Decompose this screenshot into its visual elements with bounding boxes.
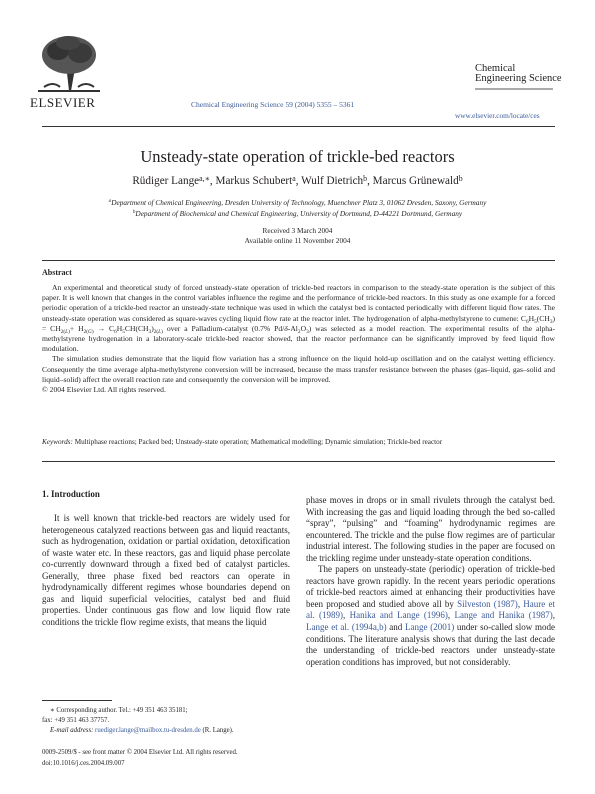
abstract-heading: Abstract: [42, 268, 72, 277]
affiliation-mark: b: [132, 209, 136, 215]
email-suffix: (R. Lange).: [200, 727, 234, 734]
footnote-corresponding: [50, 706, 188, 716]
author-mark: b: [458, 174, 463, 183]
author-mark: a: [292, 174, 296, 183]
author-mark: a,∗: [199, 174, 210, 183]
body-text: The papers on unsteady-state (periodic) operation of trickle-bed reactors have grown rapidly. In the recent years periodic operations of trickle-bed reactors aimed at enhancing their productivities have been proposed and studied above all by: [306, 564, 555, 609]
abstract-bottom-rule: [42, 461, 555, 462]
journal-logo-line2: Engineering Science: [475, 73, 562, 84]
footnote-rule: [42, 700, 112, 701]
body-paragraph: phase moves in drops or in small rivulets through the catalyst bed. With increasing the gas and liquid loading through the bed so-called “spray”, “pulsing” and “foaming” hydrodynamic regimes are encountered. The trickle and the pulse flow regimes are of particular industrial interest. The following studies in the paper are focused on the trickling regime under unsteady-state operation conditions.: [306, 495, 555, 563]
body-paragraph: It is well known that trickle-bed reactors are widely used for heterogeneous catalyzed reactions between gas and liquid reactants, such as hydrogenation, oxidation or partial oxidation, detoxification of waste water etc. In these reactors, gas and liquid phase percolate co-currently downward through a fixed bed of catalyst particles. Generally, three phase fixed bed reactors can operate in hydrodynamically different regimes whose boundaries depend on gas and liquid superficial velocities, catalyst bed and fluid properties. Under continuous gas flow and low liquid flow rate conditions the trickle flow regime exists, that means the liquid: [42, 513, 290, 627]
footnote-fax: fax: +49 351 463 37757.: [42, 717, 110, 724]
author-name: Wulf Dietrich: [301, 175, 364, 187]
keywords-line: [42, 438, 555, 446]
body-text: and: [386, 622, 406, 633]
abstract-text: over a Palladium-catalyst (0.7% Pd/: [162, 323, 285, 333]
body-text: ,: [552, 610, 556, 621]
body-text: under so-called slow mode conditions. The literature analysis shows that during the last decade the understanding of trickle-bed reactors under unsteady-state operation conditions has improved, but not considerably.: [306, 622, 556, 667]
citation-link[interactable]: Hanika and Lange (1996): [349, 610, 448, 621]
author-name: Markus Schubert: [215, 175, 293, 187]
citation-link[interactable]: Silveston (1987): [457, 598, 518, 609]
reaction-formula: $C_6H_5(CH_3) = CH_{2(L)}+ H_{2(G)} \to C_6H_5CH(CH_3)_{2(L)}$: [42, 313, 555, 335]
left-column: [42, 513, 290, 628]
footnote-mark: ∗: [50, 707, 55, 714]
abstract-body: [42, 283, 555, 395]
section-heading: 1. Introduction: [42, 489, 100, 499]
received-date: Received 3 March 2004: [262, 226, 333, 235]
author-separator: ,: [295, 175, 302, 187]
header-rule: [42, 126, 555, 127]
citation-link[interactable]: Lange et al. (1994a,b): [306, 622, 387, 633]
citation-link[interactable]: Lange and Hanika (1987): [454, 610, 553, 621]
right-column: [306, 495, 555, 668]
author-mark: b: [363, 174, 368, 183]
page-footer: [42, 748, 238, 769]
keywords-text: Multiphase reactions; Packed bed; Unsteady-state operation; Mathematical modelling; Dynamic simulation; Trickle-bed reactor: [72, 438, 443, 446]
article-title: Unsteady-state operation of trickle-bed reactors: [140, 147, 455, 166]
author-separator: ,: [209, 175, 216, 187]
journal-logo-rule: [475, 84, 555, 94]
journal-url-link[interactable]: www.elsevier.com/locate/ces: [455, 111, 540, 120]
abstract-paragraph: The simulation studies demonstrate that the liquid flow variation has a strong influence on the liquid hold-up oscillation and on the catalyst wetting efficiency. Consequently the time average alpha-methylstyrene conversion will be increased, because the mass transfer resistance between the phases (gas–liquid, gas–solid and liquid–solid) affect the overall reaction rate and consequently the conversion will be improved.: [42, 354, 555, 384]
footnote-text: Corresponding author. Tel.: +49 351 463 35181;: [54, 707, 188, 714]
body-text: ,: [343, 610, 350, 621]
footnote-email: [50, 726, 234, 736]
support-formula: $\delta-Al_2O_3$: [284, 323, 309, 335]
abstract-text: ) was selected as a model reaction. The experimental results of the alpha-methylstyrene hydrogenation in a laboratory-scale trickle-bed reactor showed, that the reactor performance can be significantly improved by feed liquid flow modulation.: [42, 323, 555, 354]
author-name: Rüdiger Lange: [132, 175, 200, 187]
body-paragraph: [306, 564, 555, 668]
copyright-line: © 2004 Elsevier Ltd. All rights reserved.: [42, 385, 166, 395]
affiliation-a: [0, 198, 595, 207]
affiliation-text: Department of Chemical Engineering, Dresden University of Technology, Muenchner Platz 3, 01062 Dresden, Saxony, Germany: [111, 198, 487, 207]
email-label: E-mail address:: [50, 727, 94, 734]
citation-link[interactable]: Lange (2001): [405, 622, 455, 633]
citation-link[interactable]: Haure et al. (1989): [306, 598, 556, 621]
abstract-top-rule: [42, 260, 555, 261]
email-link[interactable]: ruediger.lange@mailbox.tu-dresden.de: [93, 727, 201, 734]
publisher-name: ELSEVIER: [30, 95, 96, 110]
author-name: Marcus Grünewald: [372, 175, 459, 187]
affiliation-b: [0, 209, 595, 218]
author-list: [0, 175, 595, 187]
issn-line: 0009-2509/$ - see front matter © 2004 Elsevier Ltd. All rights reserved.: [42, 749, 238, 756]
doi-line: doi:10.1016/j.ces.2004.09.007: [42, 759, 125, 767]
affiliation-text: Department of Biochemical and Chemical Engineering, University of Dortmund, D-44221 Dortmund, Germany: [135, 209, 463, 218]
affiliation-mark: a: [108, 198, 112, 204]
keywords-label: Keywords:: [42, 438, 73, 446]
body-text: ,: [447, 610, 455, 621]
available-date: Available online 11 November 2004: [244, 236, 351, 245]
elsevier-tree-logo: [38, 33, 100, 93]
journal-logo-line1: Chemical: [475, 63, 516, 74]
journal-reference: Chemical Engineering Science 59 (2004) 5355 – 5361: [191, 100, 355, 109]
body-text: ,: [517, 598, 524, 609]
abstract-paragraph: [42, 283, 555, 354]
author-separator: ,: [367, 175, 373, 187]
abstract-text: An experimental and theoretical study of forced unsteady-state operation of trickle-bed reactors in comparison to the steady-state operation is the subject of this paper. It is well known that changes in the control variables influence the regime and the performance of trickle-bed reactors. In this study as one example for a forced periodic operation of a trickle-bed reactor an unsteady-state technique was used in which the catalyst bed is contacted periodically with different liquid flow rates. The unsteady-state operation was considered as square-waves cycling liquid flow rate at the reactor inlet. The hydrogenation of alpha-methylstyrene to cumene:: [42, 283, 555, 323]
journal-logo: [475, 64, 562, 97]
